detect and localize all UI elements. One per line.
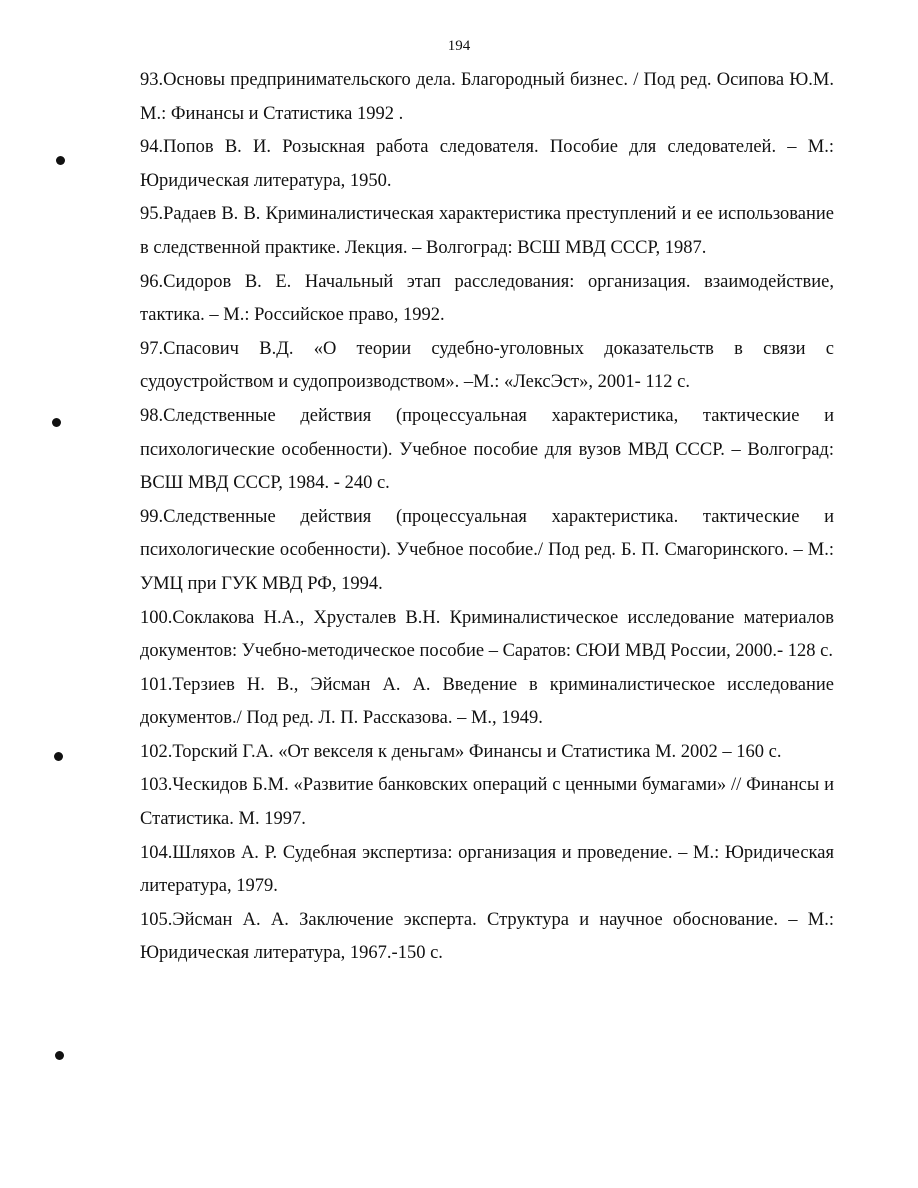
margin-dot	[55, 1051, 64, 1060]
reference-item: 93.Основы предпринимательского дела. Благородный бизнес. / Под ред. Осипова Ю.М. М.: Финансы и Статистика 1992 .	[140, 70, 834, 124]
reference-item: 96.Сидоров В. Е. Начальный этап расследования: организация. взаимодействие, тактика. – М.: Российское право, 1992.	[140, 271, 834, 326]
reference-item: 102.Торский Г.А. «От векселя к деньгам» Финансы и Статистика М. 2002 – 160 с.	[140, 741, 782, 762]
page-number: 194	[447, 38, 471, 54]
margin-dot	[52, 418, 61, 427]
reference-item: 94.Попов В. И. Розыскная работа следователя. Пособие для следователей. – М.: Юридическая литература, 1950.	[140, 137, 834, 191]
reference-item: 98.Следственные действия (процессуальная характеристика, тактические и психологические особенности). Учебное пособие для вузов МВД СССР. – Волгоград: ВСШ МВД СССР, 1984. - 240 с.	[140, 405, 834, 494]
reference-item: 95.Радаев В. В. Криминалистическая характеристика преступлений и ее использование в следственной практике. Лекция. – Волгоград: ВСШ МВД СССР, 1987.	[140, 204, 834, 258]
margin-dot	[54, 752, 63, 761]
margin-dot	[56, 156, 65, 165]
reference-item: 105.Эйсман А. А. Заключение эксперта. Структура и научное обоснование. – М.: Юридическая литература, 1967.-150 с.	[140, 909, 834, 964]
reference-item: 104.Шляхов А. Р. Судебная экспертиза: организация и проведение. – М.: Юридическая литература, 1979.	[140, 842, 834, 897]
reference-item: 103.Ческидов Б.М. «Развитие банковских операций с ценными бумагами» // Финансы и Статистика. М. 1997.	[140, 775, 834, 830]
reference-item: 97.Спасович В.Д. «О теории судебно-уголовных доказательств в связи с судоустройством и судопроизводством». –М.: «ЛексЭст», 2001- 112 с.	[140, 338, 834, 393]
reference-list	[140, 64, 834, 971]
reference-item: 99.Следственные действия (процессуальная характеристика. тактические и психологические особенности). Учебное пособие./ Под ред. Б. П. Смагоринского. – М.: УМЦ при ГУК МВД РФ, 1994.	[140, 506, 834, 594]
reference-item: 101.Терзиев Н. В., Эйсман А. А. Введение в криминалистическое исследование документов./ Под ред. Л. П. Рассказова. – М., 1949.	[140, 674, 834, 729]
reference-item: 100.Соклакова Н.А., Хрусталев В.Н. Криминалистическое исследование материалов документов: Учебно-методическое пособие – Саратов: СЮИ МВД России, 2000.- 128 с.	[140, 607, 834, 662]
